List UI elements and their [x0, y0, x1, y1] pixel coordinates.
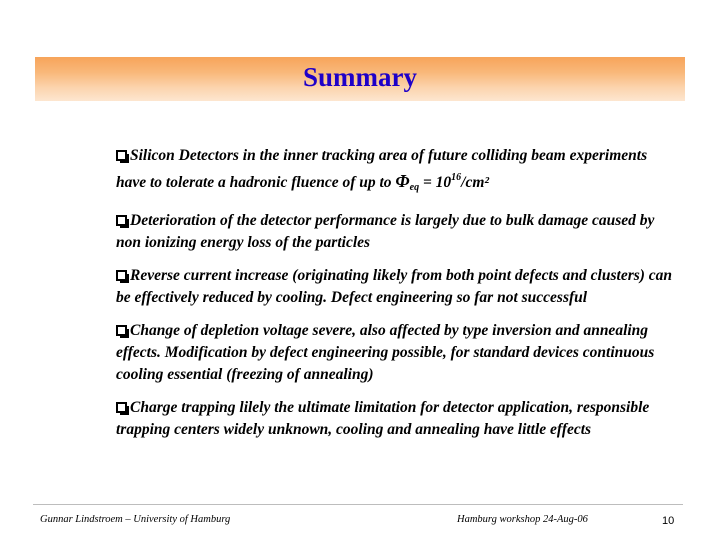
bullet-item	[116, 397, 676, 441]
bullet-list	[116, 145, 676, 452]
checkbox-bullet-icon	[116, 325, 127, 336]
bullet-item	[116, 210, 676, 254]
fluence-unit: /cm²	[461, 174, 490, 191]
bullet-text: Charge trapping lilely the ultimate limitation for detector application, responsible trapping centers widely unknown, cooling and annealing have little effects	[116, 399, 650, 438]
bullet-text: Silicon Detectors in the inner tracking area of future colliding beam experiments have to tolerate a hadronic fluence of up to	[116, 147, 648, 191]
page-number: 10	[662, 515, 675, 527]
phi-subscript: eq	[409, 182, 420, 193]
footer-author: Gunnar Lindstroem – University of Hamburg	[40, 514, 231, 525]
bullet-item	[116, 320, 676, 386]
checkbox-bullet-icon	[116, 215, 127, 226]
footer-divider	[33, 504, 683, 505]
checkbox-bullet-icon	[116, 402, 127, 413]
fluence-exponent: 16	[451, 172, 462, 183]
bullet-text: Change of depletion voltage severe, also affected by type inversion and annealing effects. Modification by defect engineering possible, for standard devices continuous cooling essential (freezing of annealing)	[116, 322, 655, 383]
checkbox-bullet-icon	[116, 270, 127, 281]
bullet-text: Deterioration of the detector performance is largely due to bulk damage caused by non ionizing energy loss of the particles	[116, 212, 655, 251]
checkbox-bullet-icon	[116, 150, 127, 161]
slide-title: Summary	[303, 62, 417, 92]
bullet-item	[116, 265, 676, 309]
bullet-text: Reverse current increase (originating likely from both point defects and clusters) can be effectively reduced by cooling. Defect engineering so far not successful	[116, 267, 673, 306]
bullet-item	[116, 145, 676, 199]
phi-symbol: Φ	[395, 171, 410, 191]
footer-event: Hamburg workshop 24-Aug-06	[457, 514, 588, 525]
fluence-equals: = 10	[419, 174, 452, 191]
